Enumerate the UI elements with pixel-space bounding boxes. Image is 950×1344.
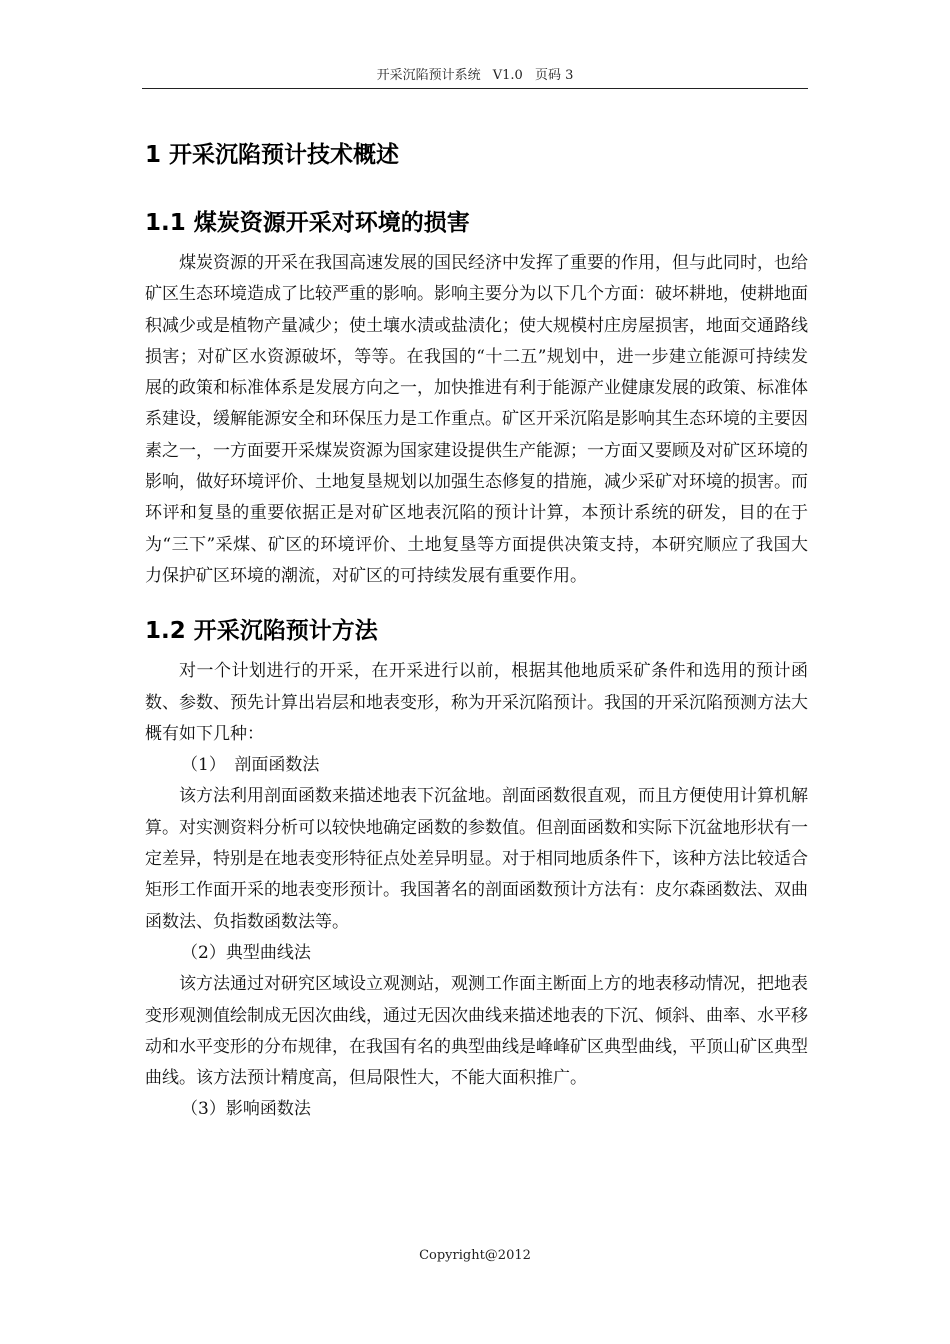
method-2-text: 该方法通过对研究区域设立观测站，观测工作面主断面上方的地表移动情况，把地表变形观测值绘制成无因次曲线，通过无因次曲线来描述地表的下沉、倾斜、曲率、水平移动和水平变形的分布规律，在我国有名的典型曲线是峰峰矿区典型曲线，平顶山矿区典型曲线。该方法预计精度高，但局限性大，不能大面积推广。 xyxy=(145,974,808,1089)
page-footer: Copyright@2012 xyxy=(419,1248,531,1263)
method-1-label: （1） 剖面函数法 xyxy=(181,755,320,776)
section-spacer xyxy=(145,592,808,612)
section-1-2-title: 1.2 开采沉陷预计方法 xyxy=(145,618,378,645)
page-header xyxy=(142,66,808,89)
section-1-title: 1 开采沉陷预计技术概述 xyxy=(145,142,400,168)
section-1-1-title: 1.1 煤炭资源开采对环境的损害 xyxy=(145,210,470,236)
header-system-name: 开采沉陷预计系统 xyxy=(376,68,481,83)
method-1-text: 该方法利用剖面函数来描述地表下沉盆地。剖面函数很直观，而且方便使用计算机解算。对实测资料分析可以较快地确定函数的参数值。但剖面函数和实际下沉盆地形状有一定差异，特别是在地表变形特征点处差异明显。对于相同地质条件下，该种方法比较适合矩形工作面开采的地表变形预计。我国著名的剖面函数预计方法有：皮尔森函数法、双曲函数法、负指数函数法等。 xyxy=(145,786,808,932)
header-version: V1.0 xyxy=(492,68,523,83)
section-1-2-intro: 对一个计划进行的开采，在开采进行以前，根据其他地质采矿条件和选用的预计函数、参数、预先计算出岩层和地表变形，称为开采沉陷预计。我国的开采沉陷预测方法大概有如下几种： xyxy=(145,661,808,744)
method-3-label: （3）影响函数法 xyxy=(181,1099,311,1120)
header-page-number: 页码 3 xyxy=(534,68,574,83)
method-2-label: （2）典型曲线法 xyxy=(181,942,311,963)
section-1-1-paragraph: 煤炭资源的开采在我国高速发展的国民经济中发挥了重要的作用，但与此同时，也给矿区生态环境造成了比较严重的影响。影响主要分为以下几个方面：破坏耕地，使耕地面积减少或是植物产量减少；使土壤水渍或盐渍化；使大规模村庄房屋损害，地面交通路线损害；对矿区水资源破坏，等等。在我国的“十二五”规划中，进一步建立能源可持续发展的政策和标准体系是发展方向之一，加快推进有利于能源产业健康发展的政策、标准体系建设，缓解能源安全和环保压力是工作重点。矿区开采沉陷是影响其生态环境的主要因素之一，一方面要开采煤炭资源为国家建设提供生产能源；一方面又要顾及对矿区环境的影响，做好环境评价、土地复垦规划以加强生态修复的措施，减少采矿对环境的损害。而环评和复垦的重要依据正是对矿区地表沉陷的预计计算，本预计系统的研发，目的在于为“三下”采煤、矿区的环境评价、土地复垦等方面提供决策支持，本研究顺应了我国大力保护矿区环境的潮流，对矿区的可持续发展有重要作用。 xyxy=(145,253,808,586)
document-body xyxy=(145,136,808,1126)
